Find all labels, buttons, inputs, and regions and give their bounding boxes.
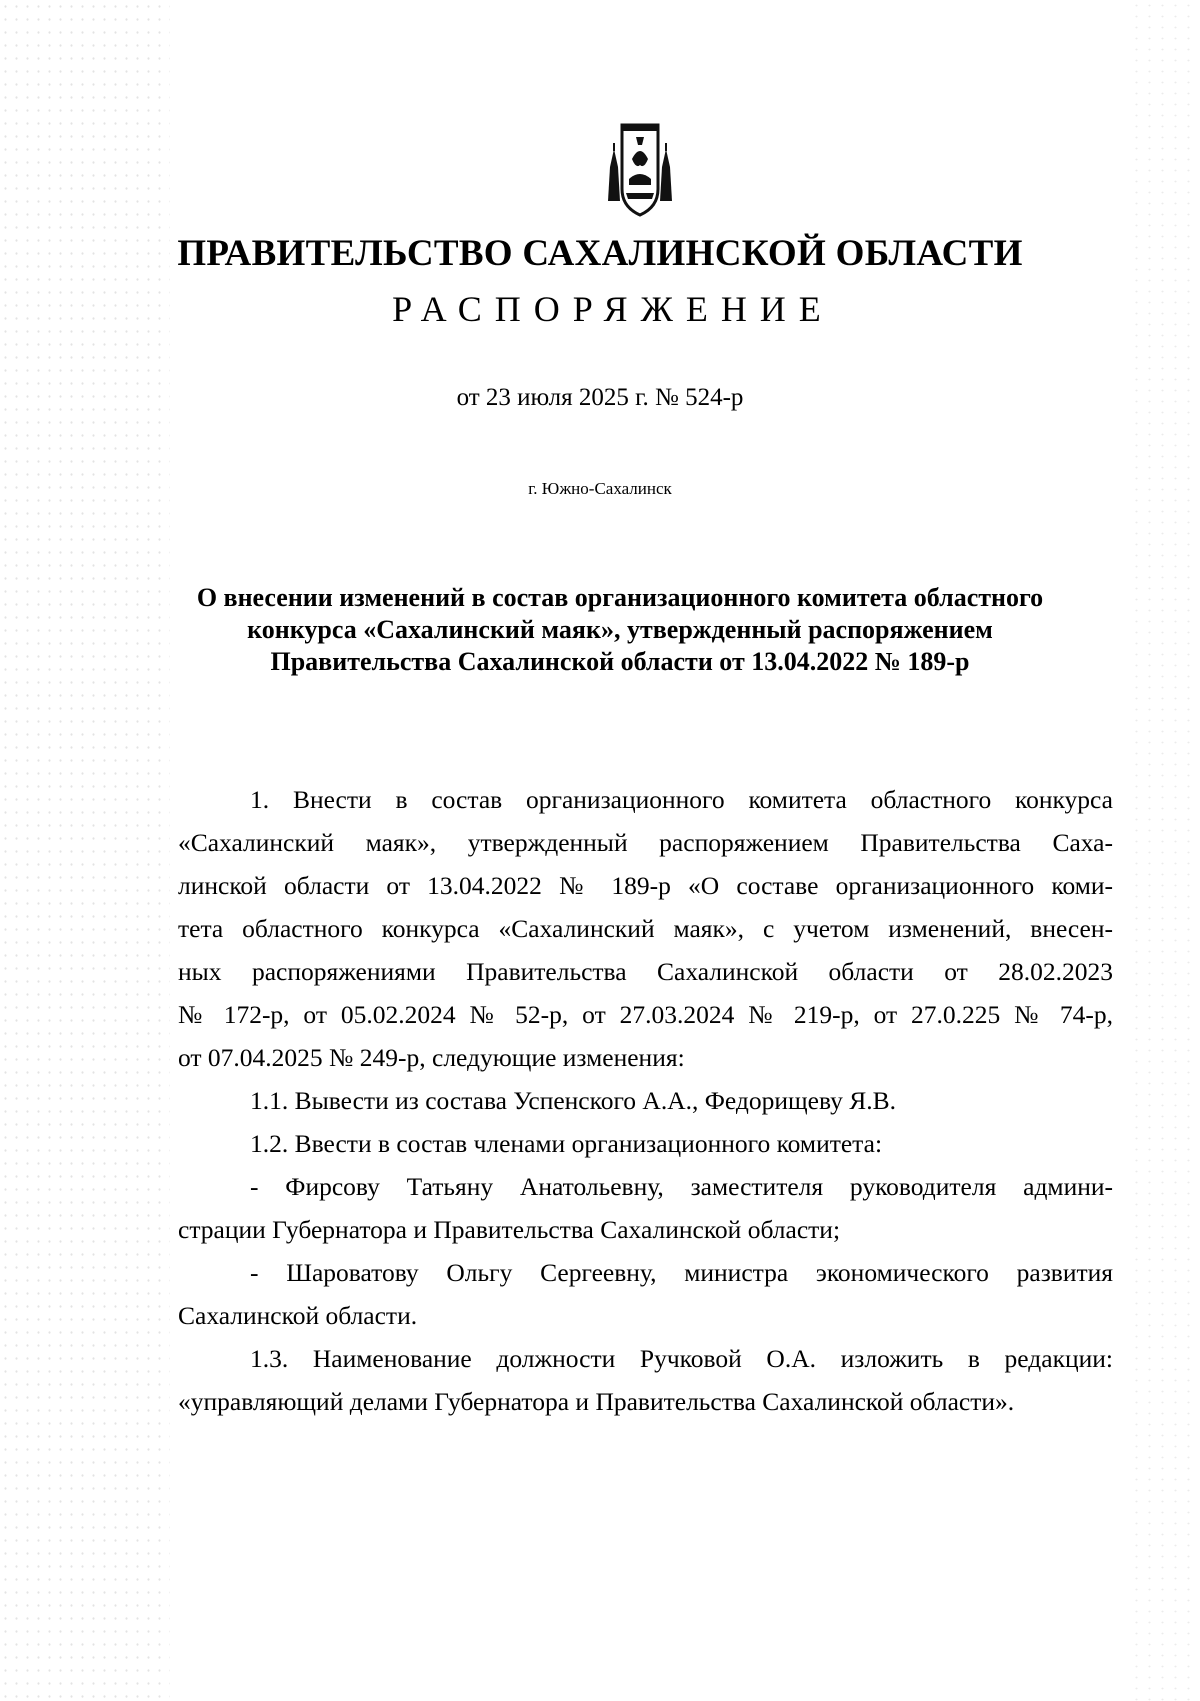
coat-of-arms-icon [596, 119, 684, 219]
document-body [178, 778, 1113, 1423]
subject-line: О внесении изменений в состав организационного комитета областного [196, 583, 1044, 612]
paragraph-1-3-line: «управляющий делами Губернатора и Правительства Сахалинской области». [178, 1387, 1015, 1416]
paragraph-1-3-line: 1.3. Наименование должности Ручковой О.А. изложить в редакции: [250, 1344, 1113, 1373]
document-kind: РАСПОРЯЖЕНИЕ [392, 289, 834, 329]
paragraph-1-1: 1.1. Вывести из состава Успенского А.А., Федорищеву Я.В. [250, 1086, 897, 1115]
government-title: ПРАВИТЕЛЬСТВО САХАЛИНСКОЙ ОБЛАСТИ [177, 233, 1023, 274]
paragraph-1-2-item-b-line: - Шароватову Ольгу Сергеевну, министра экономического развития [250, 1258, 1113, 1287]
paragraph-1-line: 1. Внести в состав организационного комитета областного конкурса [250, 785, 1113, 814]
paragraph-1-line: № 172-р, от 05.02.2024 № 52-р, от 27.03.2024 № 219-р, от 27.0.225 № 74-р, [178, 1000, 1113, 1029]
paragraph-1-line: «Сахалинский маяк», утвержденный распоряжением Правительства Саха- [178, 828, 1113, 857]
document-city: г. Южно-Сахалинск [528, 479, 672, 498]
paragraph-1-2-item-a-line: страции Губернатора и Правительства Сахалинской области; [178, 1215, 841, 1244]
paragraph-1-2-item-a-line: - Фирсову Татьяну Анатольевну, заместителя руководителя админи- [250, 1172, 1113, 1201]
document-subject [150, 582, 1090, 678]
paragraph-1-2: 1.2. Ввести в состав членами организационного комитета: [250, 1129, 883, 1158]
subject-line: Правительства Сахалинской области от 13.04.2022 № 189-р [270, 647, 970, 676]
paragraph-1-line: тета областного конкурса «Сахалинский маяк», с учетом изменений, внесен- [178, 914, 1113, 943]
document-date-number: от 23 июля 2025 г. № 524-р [456, 384, 744, 411]
subject-line: конкурса «Сахалинский маяк», утвержденный распоряжением [247, 615, 993, 644]
paragraph-1-line: ных распоряжениями Правительства Сахалинской области от 28.02.2023 [178, 957, 1113, 986]
paragraph-1-2-item-b-line: Сахалинской области. [178, 1301, 418, 1330]
paragraph-1-line: от 07.04.2025 № 249-р, следующие изменения: [178, 1043, 685, 1072]
paragraph-1-line: линской области от 13.04.2022 № 189-р «О составе организационного коми- [178, 871, 1113, 900]
